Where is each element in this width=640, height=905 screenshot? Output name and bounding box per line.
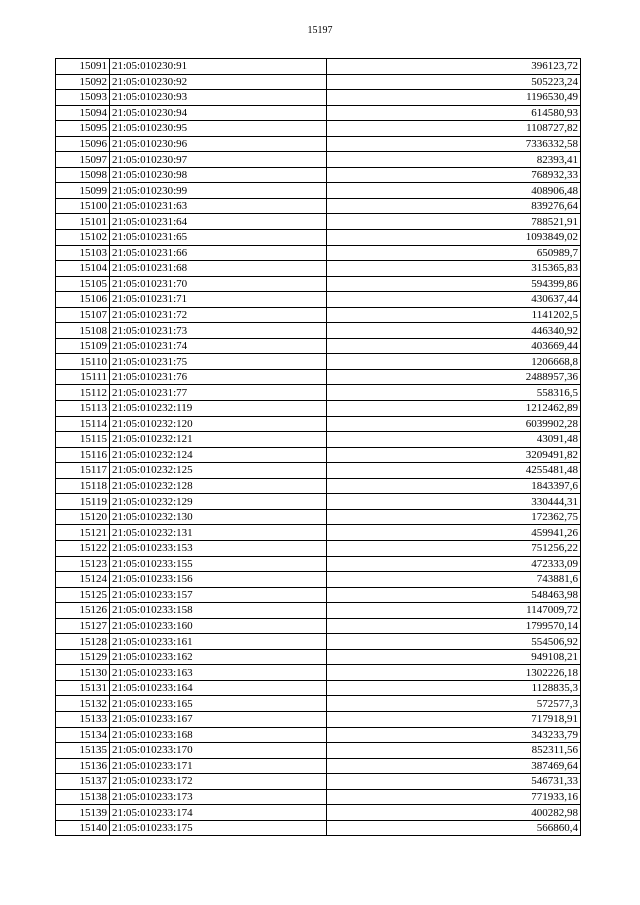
cadastral-value-cell: 1843397,6 <box>327 478 581 494</box>
cadastral-number-cell: 21:05:010231:65 <box>110 230 327 246</box>
cadastral-value-cell: 400282,98 <box>327 805 581 821</box>
row-number-cell: 15115 <box>56 432 110 448</box>
table-row <box>56 307 581 323</box>
table-row <box>56 167 581 183</box>
cadastral-value-cell: 4255481,48 <box>327 463 581 479</box>
row-number-cell: 15121 <box>56 525 110 541</box>
cadastral-number-cell: 21:05:010232:119 <box>110 401 327 417</box>
table-row <box>56 572 581 588</box>
cadastral-number-cell: 21:05:010231:75 <box>110 354 327 370</box>
cadastral-number-cell: 21:05:010230:94 <box>110 105 327 121</box>
cadastral-value-cell: 1108727,82 <box>327 121 581 137</box>
cadastral-number-cell: 21:05:010233:171 <box>110 758 327 774</box>
table-row <box>56 587 581 603</box>
cadastral-number-cell: 21:05:010233:157 <box>110 587 327 603</box>
row-number-cell: 15092 <box>56 74 110 90</box>
cadastral-number-cell: 21:05:010231:77 <box>110 385 327 401</box>
page-number: 15197 <box>307 25 333 36</box>
row-number-cell: 15123 <box>56 556 110 572</box>
cadastral-number-cell: 21:05:010233:167 <box>110 711 327 727</box>
row-number-cell: 15114 <box>56 416 110 432</box>
cadastral-number-cell: 21:05:010230:96 <box>110 136 327 152</box>
row-number-cell: 15117 <box>56 463 110 479</box>
cadastral-value-cell: 554506,92 <box>327 634 581 650</box>
cadastral-number-cell: 21:05:010233:165 <box>110 696 327 712</box>
cadastral-number-cell: 21:05:010230:98 <box>110 167 327 183</box>
row-number-cell: 15109 <box>56 338 110 354</box>
row-number-cell: 15128 <box>56 634 110 650</box>
cadastral-number-cell: 21:05:010233:164 <box>110 680 327 696</box>
cadastral-number-cell: 21:05:010230:93 <box>110 90 327 106</box>
table-row <box>56 758 581 774</box>
table-row <box>56 649 581 665</box>
cadastral-number-cell: 21:05:010233:175 <box>110 820 327 836</box>
cadastral-value-cell: 430637,44 <box>327 292 581 308</box>
cadastral-value-cell: 751256,22 <box>327 540 581 556</box>
row-number-cell: 15096 <box>56 136 110 152</box>
row-number-cell: 15095 <box>56 121 110 137</box>
table-row <box>56 276 581 292</box>
row-number-cell: 15135 <box>56 743 110 759</box>
table-row <box>56 261 581 277</box>
cadastral-number-cell: 21:05:010231:71 <box>110 292 327 308</box>
cadastral-value-cell: 1206668,8 <box>327 354 581 370</box>
row-number-cell: 15107 <box>56 307 110 323</box>
table-row <box>56 74 581 90</box>
cadastral-value-cell: 387469,64 <box>327 758 581 774</box>
table-row <box>56 634 581 650</box>
cadastral-number-cell: 21:05:010233:156 <box>110 572 327 588</box>
table-row <box>56 665 581 681</box>
table-row <box>56 463 581 479</box>
cadastral-value-cell: 650989,7 <box>327 245 581 261</box>
table-row <box>56 121 581 137</box>
row-number-cell: 15119 <box>56 494 110 510</box>
cadastral-value-cell: 172362,75 <box>327 509 581 525</box>
table-row <box>56 774 581 790</box>
cadastral-number-cell: 21:05:010230:99 <box>110 183 327 199</box>
table-row <box>56 696 581 712</box>
cadastral-value-cell: 768932,33 <box>327 167 581 183</box>
cadastral-value-cell: 7336332,58 <box>327 136 581 152</box>
table-row <box>56 354 581 370</box>
cadastral-value-cell: 459941,26 <box>327 525 581 541</box>
row-number-cell: 15105 <box>56 276 110 292</box>
cadastral-value-cell: 949108,21 <box>327 649 581 665</box>
cadastral-number-cell: 21:05:010232:124 <box>110 447 327 463</box>
cadastral-value-cell: 852311,56 <box>327 743 581 759</box>
table-row <box>56 323 581 339</box>
table-row <box>56 743 581 759</box>
row-number-cell: 15124 <box>56 572 110 588</box>
row-number-cell: 15091 <box>56 59 110 75</box>
cadastral-value-cell: 408906,48 <box>327 183 581 199</box>
table-row <box>56 789 581 805</box>
cadastral-value-cell: 572577,3 <box>327 696 581 712</box>
cadastral-number-cell: 21:05:010231:63 <box>110 198 327 214</box>
table-row <box>56 401 581 417</box>
row-number-cell: 15110 <box>56 354 110 370</box>
row-number-cell: 15134 <box>56 727 110 743</box>
cadastral-number-cell: 21:05:010233:163 <box>110 665 327 681</box>
cadastral-value-cell: 548463,98 <box>327 587 581 603</box>
cadastral-value-cell: 614580,93 <box>327 105 581 121</box>
row-number-cell: 15099 <box>56 183 110 199</box>
cadastral-value-cell: 594399,86 <box>327 276 581 292</box>
cadastral-value-cell: 1302226,18 <box>327 665 581 681</box>
cadastral-value-cell: 403669,44 <box>327 338 581 354</box>
row-number-cell: 15139 <box>56 805 110 821</box>
cadastral-number-cell: 21:05:010232:128 <box>110 478 327 494</box>
row-number-cell: 15116 <box>56 447 110 463</box>
cadastral-number-cell: 21:05:010233:173 <box>110 789 327 805</box>
cadastral-number-cell: 21:05:010233:162 <box>110 649 327 665</box>
row-number-cell: 15094 <box>56 105 110 121</box>
cadastral-value-cell: 839276,64 <box>327 198 581 214</box>
cadastral-number-cell: 21:05:010231:72 <box>110 307 327 323</box>
cadastral-value-cell: 43091,48 <box>327 432 581 448</box>
cadastral-number-cell: 21:05:010232:131 <box>110 525 327 541</box>
table-row <box>56 727 581 743</box>
table-row <box>56 198 581 214</box>
table-row <box>56 494 581 510</box>
cadastral-number-cell: 21:05:010232:130 <box>110 509 327 525</box>
row-number-cell: 15127 <box>56 618 110 634</box>
row-number-cell: 15132 <box>56 696 110 712</box>
cadastral-number-cell: 21:05:010233:153 <box>110 540 327 556</box>
table-row <box>56 416 581 432</box>
cadastral-number-cell: 21:05:010231:64 <box>110 214 327 230</box>
cadastral-number-cell: 21:05:010233:158 <box>110 603 327 619</box>
cadastral-value-cell: 343233,79 <box>327 727 581 743</box>
row-number-cell: 15118 <box>56 478 110 494</box>
table-row <box>56 680 581 696</box>
row-number-cell: 15111 <box>56 369 110 385</box>
cadastral-value-cell: 1799570,14 <box>327 618 581 634</box>
cadastral-number-cell: 21:05:010231:76 <box>110 369 327 385</box>
cadastral-number-cell: 21:05:010231:74 <box>110 338 327 354</box>
cadastral-value-cell: 6039902,28 <box>327 416 581 432</box>
row-number-cell: 15130 <box>56 665 110 681</box>
cadastral-number-cell: 21:05:010230:97 <box>110 152 327 168</box>
row-number-cell: 15104 <box>56 261 110 277</box>
table-row <box>56 152 581 168</box>
cadastral-value-cell: 396123,72 <box>327 59 581 75</box>
table-row <box>56 711 581 727</box>
row-number-cell: 15108 <box>56 323 110 339</box>
cadastral-number-cell: 21:05:010233:155 <box>110 556 327 572</box>
table-row <box>56 447 581 463</box>
cadastral-value-cell: 743881,6 <box>327 572 581 588</box>
cadastral-number-cell: 21:05:010231:68 <box>110 261 327 277</box>
cadastral-value-cell: 1147009,72 <box>327 603 581 619</box>
cadastral-number-cell: 21:05:010233:168 <box>110 727 327 743</box>
row-number-cell: 15113 <box>56 401 110 417</box>
cadastral-value-cell: 1212462,89 <box>327 401 581 417</box>
row-number-cell: 15129 <box>56 649 110 665</box>
row-number-cell: 15137 <box>56 774 110 790</box>
row-number-cell: 15140 <box>56 820 110 836</box>
cadastral-number-cell: 21:05:010230:91 <box>110 59 327 75</box>
cadastral-value-cell: 505223,24 <box>327 74 581 90</box>
cadastral-number-cell: 21:05:010232:121 <box>110 432 327 448</box>
table-row <box>56 525 581 541</box>
cadastral-number-cell: 21:05:010231:70 <box>110 276 327 292</box>
row-number-cell: 15122 <box>56 540 110 556</box>
row-number-cell: 15131 <box>56 680 110 696</box>
row-number-cell: 15120 <box>56 509 110 525</box>
cadastral-number-cell: 21:05:010233:170 <box>110 743 327 759</box>
cadastral-number-cell: 21:05:010230:92 <box>110 74 327 90</box>
table-row <box>56 105 581 121</box>
table-row <box>56 820 581 836</box>
cadastral-number-cell: 21:05:010232:120 <box>110 416 327 432</box>
cadastral-value-cell: 1093849,02 <box>327 230 581 246</box>
row-number-cell: 15102 <box>56 230 110 246</box>
cadastral-number-cell: 21:05:010232:129 <box>110 494 327 510</box>
table-row <box>56 509 581 525</box>
cadastral-number-cell: 21:05:010231:73 <box>110 323 327 339</box>
cadastral-value-cell: 771933,16 <box>327 789 581 805</box>
table-row <box>56 245 581 261</box>
row-number-cell: 15101 <box>56 214 110 230</box>
table-row <box>56 230 581 246</box>
cadastral-value-cell: 717918,91 <box>327 711 581 727</box>
cadastral-value-cell: 788521,91 <box>327 214 581 230</box>
row-number-cell: 15100 <box>56 198 110 214</box>
row-number-cell: 15133 <box>56 711 110 727</box>
cadastral-value-cell: 1128835,3 <box>327 680 581 696</box>
cadastral-value-cell: 558316,5 <box>327 385 581 401</box>
table-row <box>56 369 581 385</box>
cadastral-number-cell: 21:05:010232:125 <box>110 463 327 479</box>
table-row <box>56 183 581 199</box>
table-row <box>56 805 581 821</box>
cadastral-value-cell: 446340,92 <box>327 323 581 339</box>
table-row <box>56 556 581 572</box>
cadastral-value-cell: 1141202,5 <box>327 307 581 323</box>
row-number-cell: 15136 <box>56 758 110 774</box>
cadastral-number-cell: 21:05:010230:95 <box>110 121 327 137</box>
table-row <box>56 338 581 354</box>
cadastral-value-cell: 472333,09 <box>327 556 581 572</box>
cadastral-value-cell: 2488957,36 <box>327 369 581 385</box>
table-row <box>56 292 581 308</box>
cadastral-number-cell: 21:05:010233:160 <box>110 618 327 634</box>
cadastral-value-cell: 546731,33 <box>327 774 581 790</box>
registry-table-body <box>56 59 581 836</box>
row-number-cell: 15125 <box>56 587 110 603</box>
cadastral-value-cell: 3209491,82 <box>327 447 581 463</box>
cadastral-value-cell: 330444,31 <box>327 494 581 510</box>
cadastral-number-cell: 21:05:010233:172 <box>110 774 327 790</box>
cadastral-number-cell: 21:05:010231:66 <box>110 245 327 261</box>
table-row <box>56 136 581 152</box>
row-number-cell: 15106 <box>56 292 110 308</box>
cadastral-value-cell: 566860,4 <box>327 820 581 836</box>
cadastral-value-cell: 315365,83 <box>327 261 581 277</box>
table-row <box>56 540 581 556</box>
cadastral-value-cell: 1196530,49 <box>327 90 581 106</box>
table-row <box>56 385 581 401</box>
row-number-cell: 15126 <box>56 603 110 619</box>
table-row <box>56 618 581 634</box>
table-row <box>56 90 581 106</box>
cadastral-value-cell: 82393,41 <box>327 152 581 168</box>
row-number-cell: 15097 <box>56 152 110 168</box>
registry-table <box>55 58 581 836</box>
row-number-cell: 15098 <box>56 167 110 183</box>
table-row <box>56 214 581 230</box>
table-row <box>56 432 581 448</box>
row-number-cell: 15093 <box>56 90 110 106</box>
row-number-cell: 15112 <box>56 385 110 401</box>
table-row <box>56 478 581 494</box>
table-row <box>56 59 581 75</box>
cadastral-number-cell: 21:05:010233:174 <box>110 805 327 821</box>
row-number-cell: 15138 <box>56 789 110 805</box>
table-row <box>56 603 581 619</box>
cadastral-number-cell: 21:05:010233:161 <box>110 634 327 650</box>
row-number-cell: 15103 <box>56 245 110 261</box>
